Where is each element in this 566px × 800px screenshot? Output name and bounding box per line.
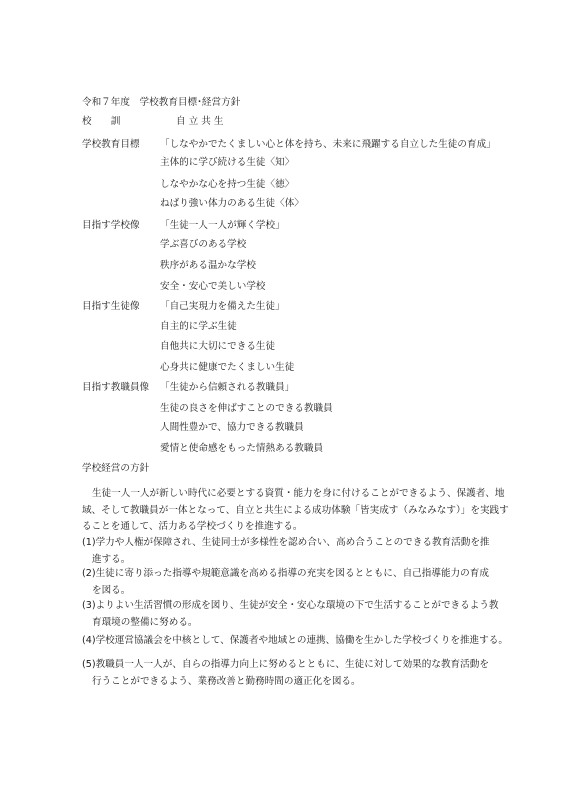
policy-point-5 [82,657,492,690]
section-item: 自主的に学ぶ生徒 [160,321,237,332]
policy-heading: 学校経営の方針 [82,463,150,474]
policy-point-4 [82,633,508,650]
section-label-staff-image: 目指す教職員像 [82,382,150,393]
policy-point-line: 進する。 [92,553,131,565]
section-item: 学ぶ喜びのある学校 [160,239,247,250]
policy-intro [82,486,509,536]
section-item: 「自己実現力を備えた生徒」 [160,301,285,312]
policy-point-line: (1)学力や人権が保障され、生徒同士が多様性を認め合い、高め合うことのできる教育活動を推 [82,537,490,548]
document-title: 令和７年度 学校教育目標･経営方針 [82,97,241,108]
policy-point-line: (3)よりよい生活習慣の形成を図り、生徒が安全・安心な環境の下で生活することができるよう教 [82,600,499,611]
policy-point-line: を図る。 [92,584,131,596]
policy-point-line: (2)生徒に寄り添った指導や規範意識を高める指導の充実を図るとともに、自己指導能力の育成 [82,568,489,579]
section-label-education-goal: 学校教育目標 [82,139,140,150]
section-label-student-image: 目指す生徒像 [82,301,140,312]
section-item: 生徒の良さを伸ばすことのできる教職員 [160,403,333,414]
section-item: 人間性豊かで、協力できる教職員 [160,422,304,433]
policy-point-line: 行うことができるよう、業務改善と勤務時間の適正化を図る。 [92,675,361,687]
policy-point-line: (4)学校運営協議会を中核として、保護者や地域との連携、協働を生かした学校づくりを推進する。 [82,635,508,646]
section-item: ねばり強い体力のある生徒〈体〉 [160,198,304,209]
policy-intro-line: 域、そして教職員が一体となって、自立と共生による成功体験「皆実成す（みなみなす）」を実践す [82,504,509,516]
section-item: 秩序がある温かな学校 [160,260,256,271]
section-item: 主体的に学び続ける生徒〈知〉 [160,157,295,168]
section-item: 安全・安心で美しい学校 [160,281,266,292]
policy-point-3 [82,598,499,631]
section-item: 「生徒一人一人が輝く学校」 [160,220,285,231]
school-motto-label: 校 訓 [82,116,121,127]
policy-point-2 [82,566,492,599]
policy-point-line: (5)教職員一人一人が、自らの指導力向上に努めるとともに、生徒に対して効果的な教育活動を [82,659,489,670]
policy-intro-line: ることを通して、活力ある学校づくりを推進する。 [82,521,303,532]
section-item: 「生徒から信頼される教職員」 [160,382,295,393]
policy-intro-line: 生徒一人一人が新しい時代に必要とする資質・能力を身に付けることができるよう、保護者、地 [92,488,505,499]
section-item: 「しなやかでたくましい心と体を持ち、未来に飛躍する自立した生徒の育成」 [160,139,496,150]
section-item: 心身共に健康でたくましい生徒 [160,362,295,373]
policy-point-1 [82,535,492,568]
policy-point-line: 育環境の整備に努める。 [92,616,198,628]
school-motto-value: 自 立 共 生 [176,116,224,127]
section-item: 愛情と使命感をもった情熱ある教職員 [160,443,324,454]
section-label-school-image: 目指す学校像 [82,220,140,231]
section-item: 自他共に大切にできる生徒 [160,341,276,352]
section-item: しなやかな心を持つ生徒〈徳〉 [160,179,295,190]
